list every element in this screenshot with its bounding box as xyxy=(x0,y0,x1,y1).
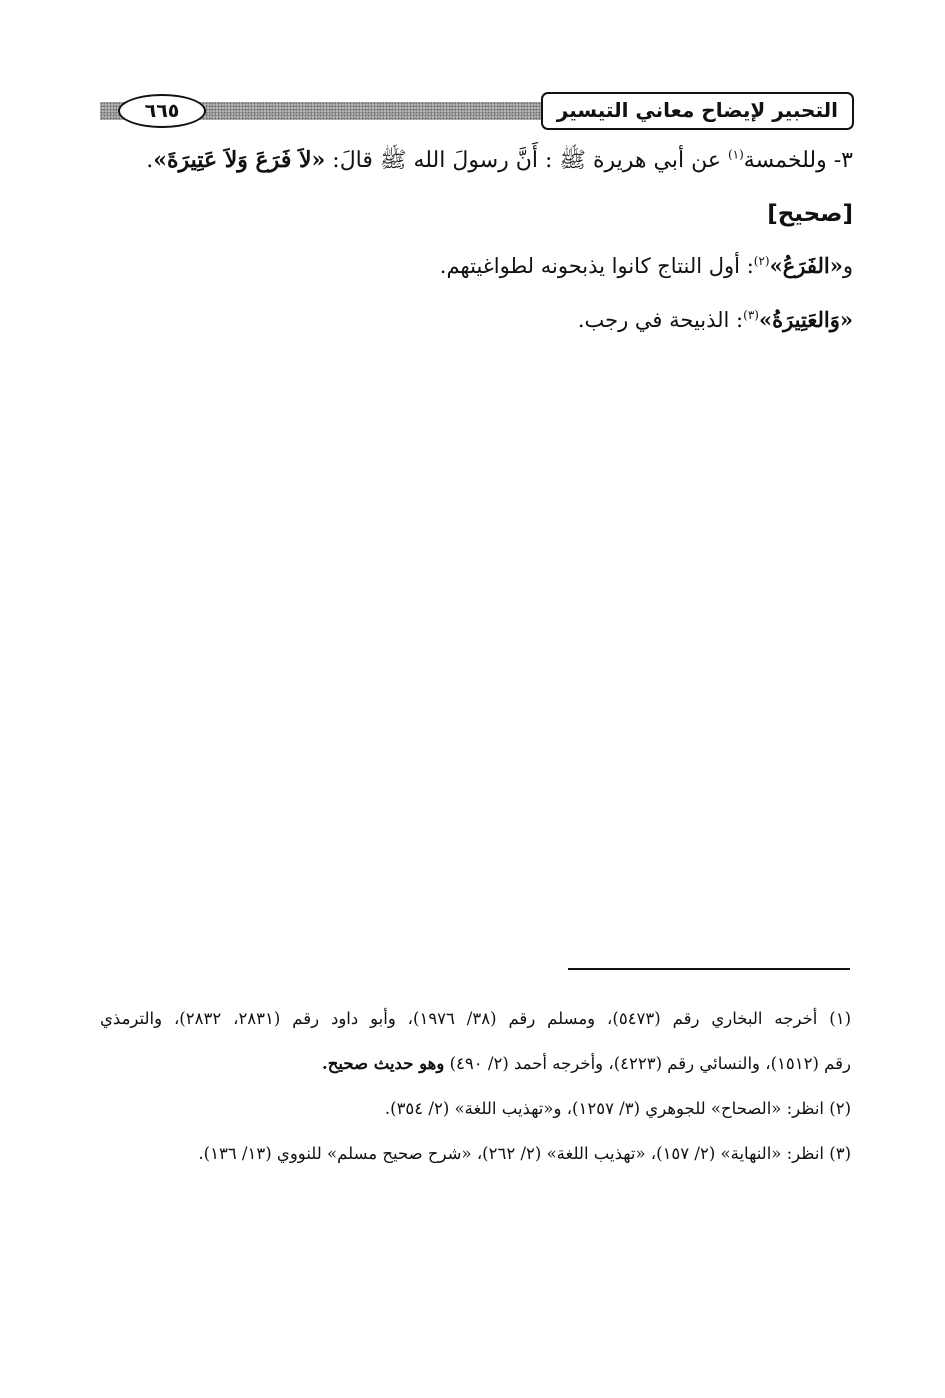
footnote-1-line-1: (١) أخرجه البخاري رقم (٥٤٧٣)، ومسلم رقم (٣٨/ ١٩٧٦)، وأبو داود رقم (٢٨٣١، ٢٨٣٢)، والترمذي xyxy=(100,1009,851,1028)
footnote-1-sources: رقم (١٥١٢)، والنسائي رقم (٤٢٢٣)، وأخرجه أحمد (٢/ ٤٩٠) xyxy=(444,1054,851,1073)
footnote-ref-3: (٣) xyxy=(743,308,759,322)
footnote-2: (٢) انظر: «الصحاح» للجوهري (٣/ ١٢٥٧)، و«تهذيب اللغة» (٢/ ٣٥٤). xyxy=(384,1099,851,1118)
gloss-definition: : الذبيحة في رجب. xyxy=(577,308,744,332)
hadith-narration: عن أبي هريرة ﷺ : أَنَّ رسولَ الله ﷺ قالَ: xyxy=(325,148,728,173)
hadith-quote: «لاَ فَرَعَ وَلاَ عَتِيرَةَ» xyxy=(153,147,326,173)
gloss-lead: و xyxy=(842,254,853,278)
gloss-entry xyxy=(578,300,853,340)
gloss-term: «الفَرَعُ» xyxy=(769,253,843,278)
book-title: التحبير لإيضاح معاني التيسير xyxy=(541,92,854,130)
gloss-term: «وَالعَتِيرَةُ» xyxy=(758,307,853,332)
gloss-entry xyxy=(440,246,853,286)
gloss-definition: : أول النتاج كانوا يذبحونه لطواغيتهم. xyxy=(439,254,754,278)
page-number: ٦٦٥ xyxy=(118,94,206,128)
hadith-end: . xyxy=(146,148,154,173)
hadith-text xyxy=(96,138,853,183)
footnote-separator xyxy=(568,968,850,970)
hadith-number: ٣- وللخمسة xyxy=(743,148,853,173)
footnote-ref-1: (١) xyxy=(727,147,744,162)
footnote-1-grade: وهو حديث صحيح. xyxy=(321,1054,445,1073)
footnote-1-line-2 xyxy=(100,1041,851,1086)
footnote-ref-2: (٢) xyxy=(753,254,770,268)
footnotes xyxy=(100,996,851,1176)
running-header xyxy=(100,92,854,134)
footnote-3: (٣) انظر: «النهاية» (٢/ ١٥٧)، «تهذيب اللغة» (٢/ ٢٦٢)، «شرح صحيح مسلم» للنووي (١٣/ ١٣٦). xyxy=(198,1144,851,1163)
hadith-grade: [صحيح] xyxy=(767,201,853,227)
